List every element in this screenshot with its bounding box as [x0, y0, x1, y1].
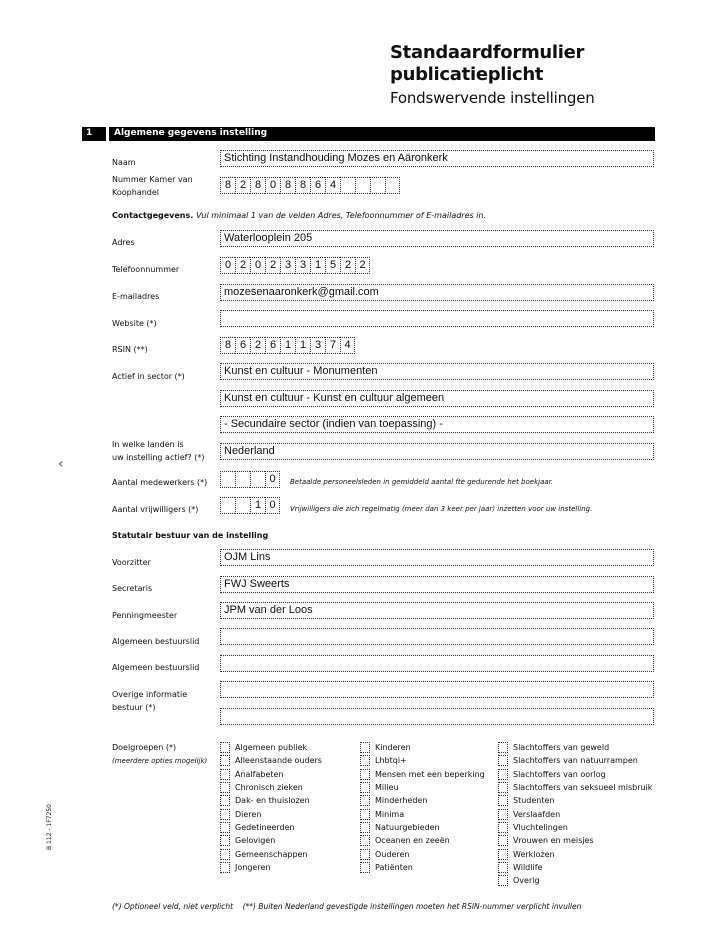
- section-number: 1: [86, 128, 93, 138]
- email-label: E-mailadres: [112, 292, 160, 301]
- doelgroep-checkbox[interactable]: [360, 755, 370, 766]
- doelgroepen-column-3: [498, 741, 652, 887]
- doelgroep-option[interactable]: [498, 781, 652, 794]
- medewerkers-field[interactable]: [220, 471, 280, 488]
- doelgroep-label: Vrouwen en meisjes: [513, 836, 594, 846]
- doelgroepen-column-1: [220, 741, 322, 874]
- penningmeester-label: Penningmeester: [112, 611, 178, 620]
- rsin-digit[interactable]: 1: [295, 337, 310, 354]
- telefoon-digit[interactable]: 5: [325, 257, 340, 274]
- kvk-digit[interactable]: 8: [220, 177, 235, 194]
- doelgroep-option[interactable]: [360, 741, 485, 754]
- doelgroep-option[interactable]: [360, 807, 485, 820]
- doelgroep-label: Vluchtelingen: [513, 822, 568, 832]
- bestuurslid-2-field[interactable]: [220, 655, 654, 672]
- doelgroep-label: Ouderen: [375, 849, 410, 859]
- doelgroep-label: Slachtoffers van seksueel misbruik: [513, 783, 653, 793]
- sector-select-2[interactable]: Kunst en cultuur - Kunst en cultuur algemeen: [220, 390, 654, 407]
- secretaris-label: Secretaris: [112, 584, 153, 593]
- rsin-digit[interactable]: 1: [280, 337, 295, 354]
- rsin-field[interactable]: [220, 337, 355, 354]
- kvk-digit[interactable]: 8: [295, 177, 310, 194]
- doelgroep-checkbox[interactable]: [498, 875, 508, 886]
- doelgroep-label: Wildlife: [513, 862, 543, 872]
- vrijwilligers-digit[interactable]: 1: [250, 497, 265, 514]
- doelgroep-label: Chronisch zieken: [235, 783, 303, 793]
- vrijwilligers-digit[interactable]: [235, 497, 250, 514]
- overig-label-line1: Overige informatie: [112, 690, 188, 699]
- rsin-digit[interactable]: 2: [250, 337, 265, 354]
- doelgroep-checkbox[interactable]: [498, 809, 508, 820]
- doelgroep-option[interactable]: [360, 834, 485, 847]
- doelgroep-checkbox[interactable]: [498, 862, 508, 873]
- telefoon-digit[interactable]: 2: [265, 257, 280, 274]
- kvk-digit[interactable]: [370, 177, 385, 194]
- doelgroep-checkbox[interactable]: [220, 835, 230, 846]
- doelgroep-checkbox[interactable]: [360, 862, 370, 873]
- form-subtitle: Fondswervende instellingen: [390, 89, 595, 107]
- doelgroep-checkbox[interactable]: [498, 742, 508, 753]
- doelgroep-option[interactable]: [498, 821, 652, 834]
- doelgroep-option[interactable]: [220, 781, 322, 794]
- doelgroep-label: Jongeren: [235, 862, 271, 872]
- contact-heading-title: Contactgegevens.: [112, 211, 194, 220]
- doelgroep-checkbox[interactable]: [498, 782, 508, 793]
- rsin-digit[interactable]: 4: [340, 337, 355, 354]
- doelgroep-checkbox[interactable]: [220, 809, 230, 820]
- form-title-line1: Standaardformulier: [390, 42, 585, 63]
- telefoon-digit[interactable]: 2: [340, 257, 355, 274]
- doelgroep-option[interactable]: [360, 768, 485, 781]
- doelgroep-option[interactable]: [220, 834, 322, 847]
- doelgroep-label: Gedetineerden: [235, 822, 295, 832]
- doelgroep-label: Gemeenschappen: [235, 849, 308, 859]
- kvk-digit[interactable]: 8: [250, 177, 265, 194]
- rsin-digit[interactable]: 6: [265, 337, 280, 354]
- rsin-digit[interactable]: 6: [235, 337, 250, 354]
- naam-label: Naam: [112, 158, 136, 167]
- doelgroep-label: Patiënten: [375, 862, 413, 872]
- doelgroep-checkbox[interactable]: [498, 835, 508, 846]
- sector-select-1[interactable]: Kunst en cultuur - Monumenten: [220, 363, 654, 380]
- doelgroep-option[interactable]: [498, 861, 652, 874]
- doelgroep-checkbox[interactable]: [360, 795, 370, 806]
- kvk-digit[interactable]: 2: [235, 177, 250, 194]
- doelgroep-option[interactable]: [360, 781, 485, 794]
- footer-rsin-note: (**) Buiten Nederland gevestigde instellingen moeten het RSIN-nummer verplicht invullen: [242, 902, 582, 911]
- doelgroep-label: Dak- en thuislozen: [235, 796, 310, 806]
- doelgroep-checkbox[interactable]: [360, 822, 370, 833]
- doelgroep-label: Slachtoffers van oorlog: [513, 769, 606, 779]
- doelgroep-label: Natuurgebieden: [375, 822, 440, 832]
- doelgroep-option[interactable]: [498, 874, 652, 887]
- email-field[interactable]: mozesenaaronkerk@gmail.com: [220, 284, 654, 301]
- doelgroep-checkbox[interactable]: [498, 849, 508, 860]
- doelgroep-checkbox[interactable]: [220, 862, 230, 873]
- doelgroep-checkbox[interactable]: [360, 809, 370, 820]
- rsin-digit[interactable]: 8: [220, 337, 235, 354]
- website-field[interactable]: [220, 310, 654, 327]
- doelgroepen-column-2: [360, 741, 485, 874]
- doelgroep-label: Verslaafden: [513, 809, 561, 819]
- naam-field[interactable]: Stichting Instandhouding Mozes en Aäronkerk: [220, 150, 654, 167]
- doelgroep-label: Werklozen: [513, 849, 555, 859]
- adres-label: Adres: [112, 238, 135, 247]
- voorzitter-label: Voorzitter: [112, 558, 151, 567]
- overig-field-1[interactable]: [220, 681, 654, 698]
- doelgroep-label: Slachtoffers van geweld: [513, 743, 610, 753]
- doelgroep-label: Dieren: [235, 809, 262, 819]
- form-title-line2: publicatieplicht: [390, 64, 544, 85]
- landen-field[interactable]: Nederland: [220, 443, 654, 460]
- doelgroep-label: Studenten: [513, 796, 555, 806]
- doelgroep-label: Minderheden: [375, 796, 428, 806]
- medewerkers-digit[interactable]: [250, 471, 265, 488]
- bestuurslid-1-label: Algemeen bestuurslid: [112, 637, 200, 646]
- contact-heading-note: Vul minimaal 1 van de velden Adres, Telefoonnummer of E-mailadres in.: [196, 211, 487, 220]
- bestuur-heading: Statutair bestuur van de instelling: [112, 531, 269, 540]
- chevron-left-icon[interactable]: ‹: [58, 456, 64, 472]
- doelgroep-checkbox[interactable]: [360, 849, 370, 860]
- doelgroep-option[interactable]: [498, 754, 652, 767]
- doelgroep-option[interactable]: [498, 847, 652, 860]
- kvk-digit[interactable]: [355, 177, 370, 194]
- vrijwilligers-digit[interactable]: 0: [265, 497, 280, 514]
- doelgroep-option[interactable]: [220, 794, 322, 807]
- telefoon-digit[interactable]: 2: [235, 257, 250, 274]
- telefoon-digit[interactable]: 0: [220, 257, 235, 274]
- kvk-label-line2: Koophandel: [112, 188, 159, 197]
- telefoon-digit[interactable]: 3: [295, 257, 310, 274]
- doelgroep-option[interactable]: [220, 807, 322, 820]
- secretaris-field[interactable]: FWJ Sweerts: [220, 576, 654, 593]
- rsin-digit[interactable]: 3: [310, 337, 325, 354]
- doelgroep-option[interactable]: [360, 847, 485, 860]
- doelgroep-label: Gelovigen: [235, 836, 276, 846]
- vrijwilligers-digit[interactable]: [220, 497, 235, 514]
- sector-label: Actief in sector (*): [112, 372, 185, 381]
- medewerkers-note: Betaalde personeelsleden in gemiddeld aantal fte gedurende het boekjaar.: [290, 478, 554, 486]
- telefoon-digit[interactable]: 2: [355, 257, 370, 274]
- doelgroep-option[interactable]: [220, 768, 322, 781]
- footer-optional-note: (*) Optioneel veld, niet verplicht: [112, 902, 234, 911]
- doelgroep-label: Overig: [513, 876, 540, 886]
- kvk-digit[interactable]: 4: [325, 177, 340, 194]
- sector-select-3[interactable]: - Secundaire sector (indien van toepassing) -: [220, 416, 654, 433]
- medewerkers-digit[interactable]: [235, 471, 250, 488]
- doelgroep-option[interactable]: [360, 754, 485, 767]
- telefoon-field[interactable]: [220, 257, 370, 274]
- voorzitter-field[interactable]: OJM Lins: [220, 549, 654, 566]
- kvk-number-field[interactable]: [220, 177, 400, 194]
- doelgroep-checkbox[interactable]: [360, 835, 370, 846]
- doelgroep-label: Analfabeten: [235, 769, 284, 779]
- penningmeester-field[interactable]: JPM van der Loos: [220, 602, 654, 619]
- doelgroep-checkbox[interactable]: [360, 742, 370, 753]
- kvk-digit[interactable]: 8: [280, 177, 295, 194]
- telefoon-digit[interactable]: 1: [310, 257, 325, 274]
- bestuurslid-1-field[interactable]: [220, 628, 654, 645]
- doelgroep-checkbox[interactable]: [498, 769, 508, 780]
- doelgroep-checkbox[interactable]: [220, 849, 230, 860]
- doelgroep-checkbox[interactable]: [220, 742, 230, 753]
- kvk-digit[interactable]: 6: [310, 177, 325, 194]
- doelgroep-label: Alleenstaande ouders: [235, 756, 322, 766]
- bestuurslid-2-label: Algemeen bestuurslid: [112, 663, 200, 672]
- doelgroep-label: Algemeen publiek: [235, 743, 308, 753]
- vrijwilligers-note: Vrijwilligers die zich regelmatig (meer dan 3 keer per jaar) inzetten voor uw instelling.: [290, 505, 593, 513]
- doelgroep-checkbox[interactable]: [360, 782, 370, 793]
- doelgroep-option[interactable]: [220, 847, 322, 860]
- doelgroep-checkbox[interactable]: [220, 782, 230, 793]
- doelgroep-option[interactable]: [498, 768, 652, 781]
- medewerkers-digit[interactable]: 0: [265, 471, 280, 488]
- section-divider: [106, 127, 109, 141]
- doelgroep-option[interactable]: [220, 741, 322, 754]
- doelgroep-option[interactable]: [220, 754, 322, 767]
- contact-heading: [112, 210, 486, 222]
- doelgroepen-label: Doelgroepen (*): [112, 743, 177, 752]
- overig-field-2[interactable]: [220, 708, 654, 725]
- kvk-label-line1: Nummer Kamer van: [112, 175, 193, 184]
- footer-notes: [112, 902, 581, 911]
- rsin-label: RSIN (**): [112, 345, 148, 354]
- doelgroep-label: Lhbtqi+: [375, 756, 407, 766]
- doelgroep-label: Mensen met een beperking: [375, 769, 485, 779]
- section-title: Algemene gegevens instelling: [114, 128, 268, 138]
- doelgroep-option[interactable]: [220, 821, 322, 834]
- doelgroepen-note: (meerdere opties mogelijk): [112, 757, 208, 765]
- medewerkers-label: Aantal medewerkers (*): [112, 478, 208, 487]
- doelgroep-checkbox[interactable]: [498, 795, 508, 806]
- doelgroep-checkbox[interactable]: [220, 822, 230, 833]
- section-header: [82, 127, 655, 141]
- adres-field[interactable]: Waterlooplein 205: [220, 230, 654, 247]
- doelgroep-checkbox[interactable]: [360, 769, 370, 780]
- doelgroep-option[interactable]: [498, 794, 652, 807]
- doelgroep-option[interactable]: [498, 807, 652, 820]
- doelgroep-label: Minima: [375, 809, 405, 819]
- vrijwilligers-label: Aantal vrijwilligers (*): [112, 505, 199, 514]
- doelgroep-checkbox[interactable]: [220, 795, 230, 806]
- kvk-digit[interactable]: 0: [265, 177, 280, 194]
- kvk-digit[interactable]: [340, 177, 355, 194]
- doelgroep-checkbox[interactable]: [220, 755, 230, 766]
- doelgroep-label: Milieu: [375, 783, 399, 793]
- doelgroep-label: Slachtoffers van natuurrampen: [513, 756, 638, 766]
- rsin-digit[interactable]: 7: [325, 337, 340, 354]
- landen-label-line2: uw instelling actief? (*): [112, 453, 205, 462]
- doelgroep-option[interactable]: [498, 741, 652, 754]
- medewerkers-digit[interactable]: [220, 471, 235, 488]
- form-code: B 112 - 1F7250: [46, 804, 53, 850]
- doelgroep-option[interactable]: [220, 861, 322, 874]
- vrijwilligers-field[interactable]: [220, 497, 280, 514]
- doelgroep-checkbox[interactable]: [498, 822, 508, 833]
- doelgroep-option[interactable]: [498, 834, 652, 847]
- telefoon-digit[interactable]: 3: [280, 257, 295, 274]
- doelgroep-label: Oceanen en zeeën: [375, 836, 450, 846]
- telefoon-digit[interactable]: 0: [250, 257, 265, 274]
- doelgroep-option[interactable]: [360, 861, 485, 874]
- doelgroep-label: Kinderen: [375, 743, 411, 753]
- kvk-digit[interactable]: [385, 177, 400, 194]
- doelgroep-option[interactable]: [360, 794, 485, 807]
- doelgroep-checkbox[interactable]: [498, 755, 508, 766]
- doelgroep-option[interactable]: [360, 821, 485, 834]
- telefoon-label: Telefoonnummer: [112, 265, 180, 274]
- doelgroep-checkbox[interactable]: [220, 769, 230, 780]
- landen-label-line1: In welke landen is: [112, 440, 184, 449]
- overig-label-line2: bestuur (*): [112, 703, 156, 712]
- website-label: Website (*): [112, 319, 157, 328]
